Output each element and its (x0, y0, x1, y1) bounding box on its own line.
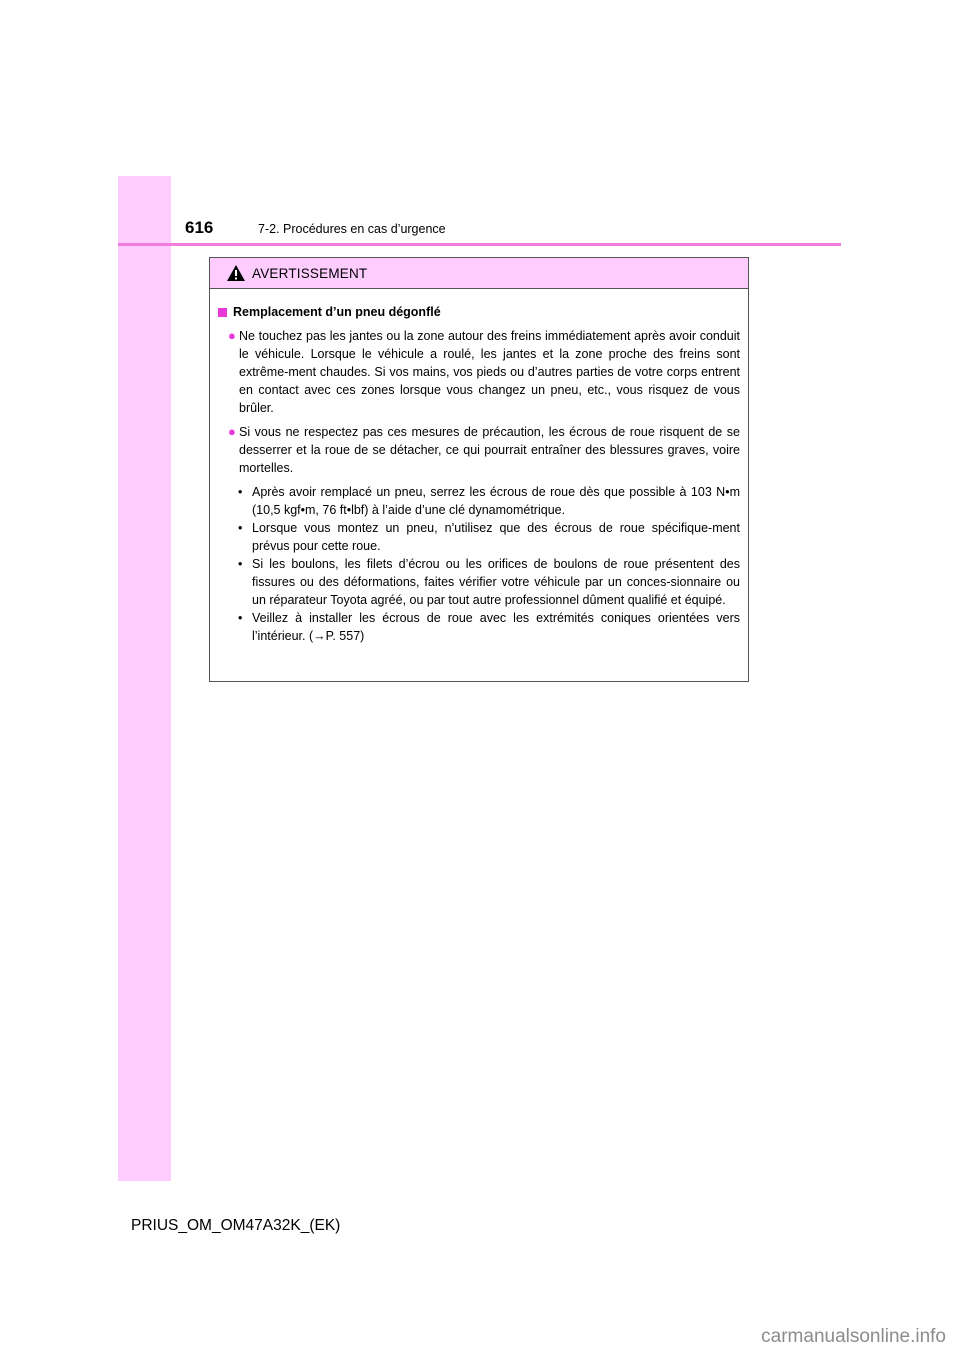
list-item (238, 555, 740, 609)
section-title: 7-2. Procédures en cas d’urgence (258, 222, 446, 236)
square-bullet-icon (218, 308, 227, 317)
list-item (238, 483, 740, 519)
list-item-text: Après avoir remplacé un pneu, serrez les écrous de roue dès que possible à 103 N•m (10,5 kgf•m, 76 ft•lbf) à l’aide d’une clé dynamométrique. (252, 485, 740, 517)
circle-bullet-icon: ● (228, 328, 236, 343)
list-item-text: Lorsque vous montez un pneu, n’utilisez que des écrous de roue spécifique-ment prévus pour cette roue. (252, 521, 740, 553)
warning-point (218, 423, 740, 477)
warning-header (210, 258, 748, 289)
page-number: 616 (185, 218, 214, 237)
dot-bullet-icon: • (238, 521, 243, 535)
subheading-text: Remplacement d’un pneu dégonflé (233, 305, 441, 319)
warning-subheading (218, 303, 740, 321)
warning-point-text: Si vous ne respectez pas ces mesures de précaution, les écrous de roue risquent de se desserrer et la roue de se détacher, ce qui pourrait entraîner des blessures graves, voire mortelles. (239, 425, 740, 475)
list-item-text: Si les boulons, les filets d’écrou ou les orifices de boulons de roue présentent des fissures ou des déformations, faites vérifier votre véhicule par un conces-sionnaire ou un réparateur Toyota agréé, ou par tout autre professionnel dûment qualifié et équipé. (252, 557, 740, 607)
watermark-link[interactable]: carmanualsonline.info (761, 1326, 946, 1347)
warning-point (218, 327, 740, 417)
list-item (238, 519, 740, 555)
list-item (238, 609, 740, 645)
list-item-text: Veillez à installer les écrous de roue avec les extrémités coniques orientées vers l’intérieur. (→P. 557) (252, 611, 740, 643)
warning-point-text: Ne touchez pas les jantes ou la zone autour des freins immédiatement après avoir conduit le véhicule. Lorsque le véhicule a roulé, les jantes et la zone proche des freins sont extrême-ment chaudes. Si vos mains, vos pieds ou d’autres parties de votre corps entrent en contact avec ces zones lorsque vous changez un pneu, etc., vous risquez de vous brûler. (239, 329, 740, 415)
dot-bullet-icon: • (238, 485, 243, 499)
warning-title: AVERTISSEMENT (252, 265, 368, 281)
header-rule (118, 243, 841, 246)
dot-bullet-icon: • (238, 557, 243, 571)
circle-bullet-icon: ● (228, 424, 236, 439)
warning-triangle-icon (226, 264, 246, 282)
side-band (118, 176, 171, 1181)
warning-body (210, 289, 748, 645)
warning-box (209, 257, 749, 682)
document-code: PRIUS_OM_OM47A32K_(EK) (131, 1217, 341, 1234)
warning-sublist (238, 483, 740, 645)
dot-bullet-icon: • (238, 611, 243, 625)
